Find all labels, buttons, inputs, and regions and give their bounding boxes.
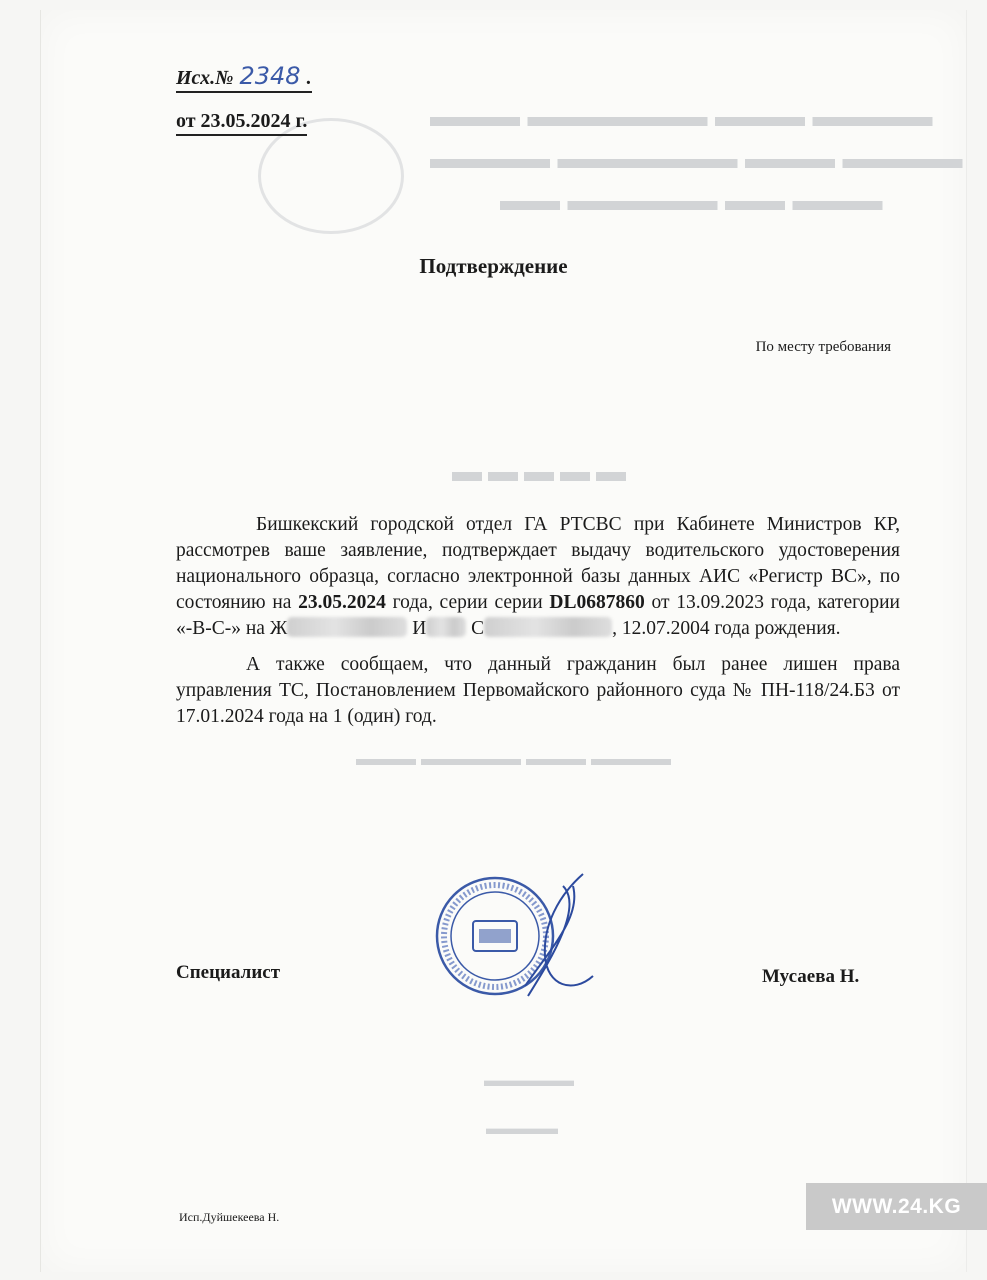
outgoing-number — [176, 62, 312, 93]
signer-name: Мусаева Н. — [762, 966, 860, 987]
paragraph-confirmation — [176, 512, 900, 642]
bleed-through-text: ▬▬▬▬ ▬▬▬▬▬▬ ▬▬▬ ▬▬▬▬ — [430, 142, 963, 175]
document-title: Подтверждение — [419, 254, 568, 278]
redacted-first-name — [426, 617, 466, 637]
license-number: DL0687860 — [549, 592, 645, 613]
bleed-through-text: ▬▬▬ ▬▬▬▬▬▬ ▬▬▬ ▬▬▬▬ — [430, 100, 933, 133]
official-stamp — [433, 866, 603, 1016]
paragraph-text: года, серии серии — [385, 592, 550, 613]
paragraph-text: , 12.07.2004 года рождения. — [612, 618, 841, 639]
signer-title: Специалист — [176, 962, 281, 983]
handwritten-number: 2348 — [239, 62, 301, 90]
redacted-surname — [287, 617, 407, 637]
status-date: 23.05.2024 — [298, 592, 386, 613]
bleed-through-text: ▬▬ ▬▬▬▬▬ ▬▬ ▬▬▬ — [500, 184, 883, 217]
stamp-emblem-fill — [479, 929, 511, 943]
redacted-patronymic — [484, 617, 612, 637]
addressee: По месту требования — [755, 339, 891, 355]
bleed-through-text: ▬▬▬▬▬ — [452, 455, 632, 488]
document-body — [176, 512, 900, 730]
outgoing-number-suffix: . — [306, 67, 312, 89]
bleed-through-text: ▬▬▬ ▬▬▬▬▬ ▬▬▬ ▬▬▬▬ — [356, 748, 671, 770]
document-date: от 23.05.2024 г. — [176, 110, 307, 136]
paragraph-text: И — [407, 618, 427, 639]
site-watermark: WWW.24.KG — [806, 1183, 987, 1230]
bleed-through-text: ▬▬▬▬▬ — [484, 1070, 574, 1090]
executor-note: Исп.Дуйшекеева Н. — [179, 1210, 280, 1224]
paragraph-deprivation: А также сообщаем, что данный гражданин был ранее лишен права управления ТС, Постановлением Первомайского районного суда № ПН-118/24.Б3 от 17.01.2024 года на 1 (один) год. — [176, 654, 900, 727]
outgoing-number-label: Исх.№ — [176, 67, 234, 89]
paragraph-text: Бишкекский городской отдел ГА РТСВС при Кабинете Министров КР, рассмотрев ваше заявление, подтверждает выдачу водительского удостоверения национального образца, согласно электронной базы данных АИС «Регистр ВС», по состоянию на — [176, 514, 900, 613]
paragraph-text: от 13.09.2023 года, категории «-В-С-» на Ж — [176, 592, 900, 639]
paragraph-text: С — [466, 618, 485, 639]
bleed-through-text: ▬▬▬▬ — [486, 1118, 558, 1138]
